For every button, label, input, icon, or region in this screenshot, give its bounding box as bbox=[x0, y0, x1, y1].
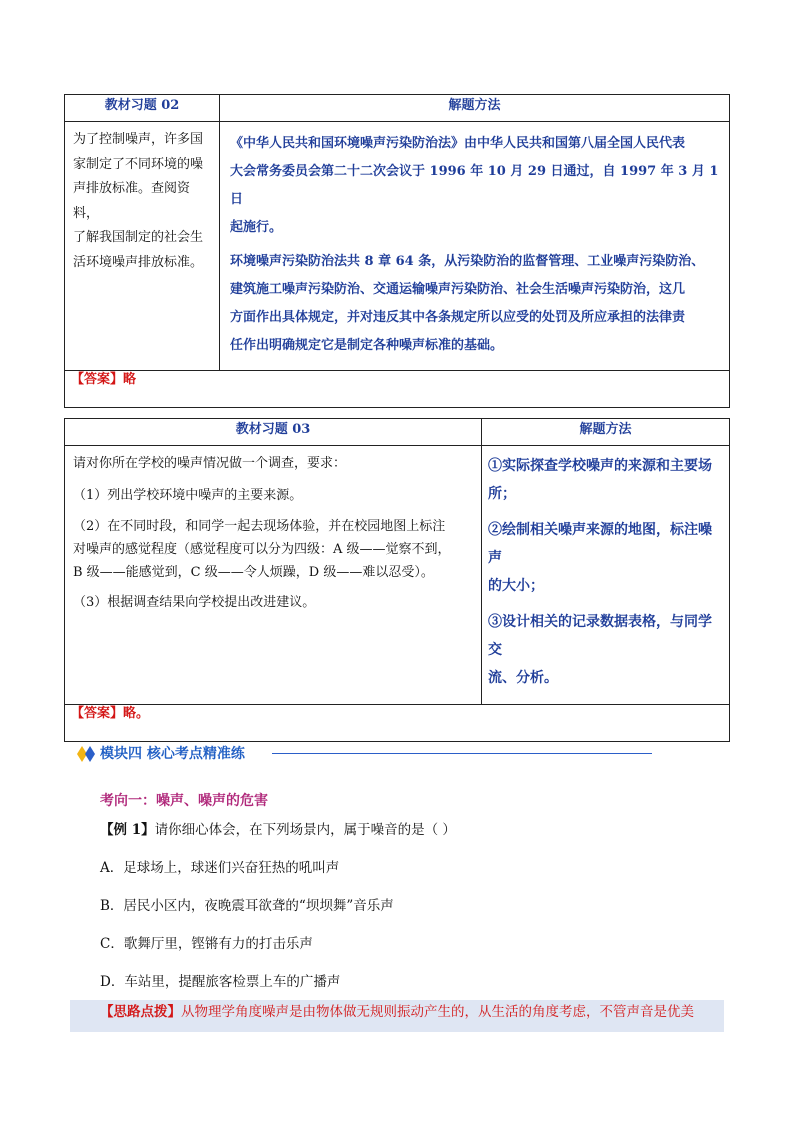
question-paragraph bbox=[73, 515, 471, 584]
question-paragraph bbox=[73, 591, 471, 616]
method-paragraph bbox=[230, 248, 723, 360]
hint-box bbox=[70, 1000, 724, 1032]
question-line: 请对你所在学校的噪声情况做一个调查，要求： bbox=[73, 456, 347, 471]
option-b: B．居民小区内，夜晚震耳欲聋的“坝坝舞”音乐声 bbox=[100, 898, 394, 914]
method-paragraph bbox=[488, 516, 723, 600]
module-heading bbox=[76, 744, 596, 764]
exercise-03-question bbox=[65, 446, 482, 705]
method-paragraph bbox=[488, 452, 723, 508]
exercise-02-answer bbox=[65, 371, 730, 408]
example-label: 【例 1】 bbox=[100, 822, 155, 838]
method-line: 环境噪声污染防治法共 8 章 64 条，从污染防治的监督管理、工业噪声污染防治、 bbox=[230, 254, 705, 269]
question-line: 了解我国制定的社会生 bbox=[73, 230, 204, 245]
method-line: 任作出明确规定它是制定各种噪声标准的基础。 bbox=[230, 338, 504, 353]
method-paragraph bbox=[230, 130, 723, 242]
method-header: 解题方法 bbox=[482, 419, 730, 446]
method-line: 建筑施工噪声污染防治、交通运输噪声污染防治、社会生活噪声污染防治，这几 bbox=[230, 282, 686, 297]
exercise-02-question bbox=[65, 122, 220, 371]
question-line: 活环境噪声排放标准。 bbox=[73, 254, 204, 270]
module-title: 模块四 核心考点精准练 bbox=[100, 746, 245, 762]
method-line: 《中华人民共和国环境噪声污染防治法》由中华人民共和国第八届全国人民代表 bbox=[230, 136, 686, 151]
question-line: （3）根据调查结果向学校提出改进建议。 bbox=[73, 595, 316, 610]
method-line: ①实际探查学校噪声的来源和主要场 bbox=[488, 458, 712, 474]
method-line: ③设计相关的记录数据表格，与同学交 bbox=[488, 614, 712, 658]
answer-text: 略。 bbox=[123, 706, 150, 721]
exercise-03-header: 教材习题 03 bbox=[65, 419, 482, 446]
module-divider bbox=[272, 753, 652, 754]
example-stem bbox=[100, 818, 456, 838]
method-line: 方面作出具体规定，并对违反其中各条规定所以应受的处罚及所应承担的法律责 bbox=[230, 310, 686, 325]
example-question: 请你细心体会，在下列场景内，属于噪音的是（ ） bbox=[154, 822, 456, 838]
method-line: 的大小； bbox=[488, 578, 544, 594]
question-paragraph bbox=[73, 452, 471, 477]
question-line: 对噪声的感觉程度（感觉程度可以分为四级：A 级——觉察不到， bbox=[73, 542, 451, 557]
direction-heading: 考向一：噪声、噪声的危害 bbox=[100, 793, 268, 809]
exercise-03-method bbox=[482, 446, 730, 705]
method-line: 流、分析。 bbox=[488, 670, 558, 686]
method-line: ②绘制相关噪声来源的地图，标注噪声 bbox=[488, 522, 712, 566]
exercise-02-header: 教材习题 02 bbox=[65, 95, 220, 122]
question-line: 声排放标准。查阅资料， bbox=[73, 181, 191, 221]
exercise-03-table bbox=[64, 418, 730, 742]
option-d: D．车站里，提醒旅客检票上车的广播声 bbox=[100, 974, 341, 990]
question-line: 为了控制噪声，许多国 bbox=[73, 132, 204, 147]
hint-tag: 【思路点拨】 bbox=[100, 1004, 181, 1020]
question-line: B 级——能感觉到，C 级——令人烦躁，D 级——难以忍受）。 bbox=[73, 565, 434, 580]
question-line: 家制定了不同环境的噪 bbox=[73, 156, 204, 172]
method-line: 起施行。 bbox=[230, 220, 283, 235]
option-c: C．歌舞厅里，铿锵有力的打击乐声 bbox=[100, 936, 313, 952]
method-paragraph bbox=[488, 608, 723, 692]
exercise-02-method bbox=[220, 122, 730, 371]
exercise-02-table bbox=[64, 94, 730, 408]
hint-text: 从物理学角度噪声是由物体做无规则振动产生的，从生活的角度考虑，不管声音是优美 bbox=[181, 1004, 694, 1020]
answer-tag: 【答案】 bbox=[71, 372, 124, 387]
method-line: 大会常务委员会第二十二次会议于 1996 年 10 月 29 日通过，自 1997 年 3 月 1 日 bbox=[230, 164, 719, 207]
method-header: 解题方法 bbox=[220, 95, 730, 122]
answer-tag: 【答案】 bbox=[71, 706, 124, 721]
question-line: （2）在不同时段，和同学一起去现场体验，并在校园地图上标注 bbox=[73, 519, 446, 534]
answer-text: 略 bbox=[123, 372, 137, 387]
exercise-03-answer bbox=[65, 705, 730, 742]
question-paragraph bbox=[73, 484, 471, 509]
double-diamond-icon bbox=[76, 745, 98, 763]
option-a: A．足球场上，球迷们兴奋狂热的吼叫声 bbox=[100, 860, 340, 876]
question-line: （1）列出学校环境中噪声的主要来源。 bbox=[73, 487, 303, 503]
method-line: 所； bbox=[488, 486, 516, 502]
